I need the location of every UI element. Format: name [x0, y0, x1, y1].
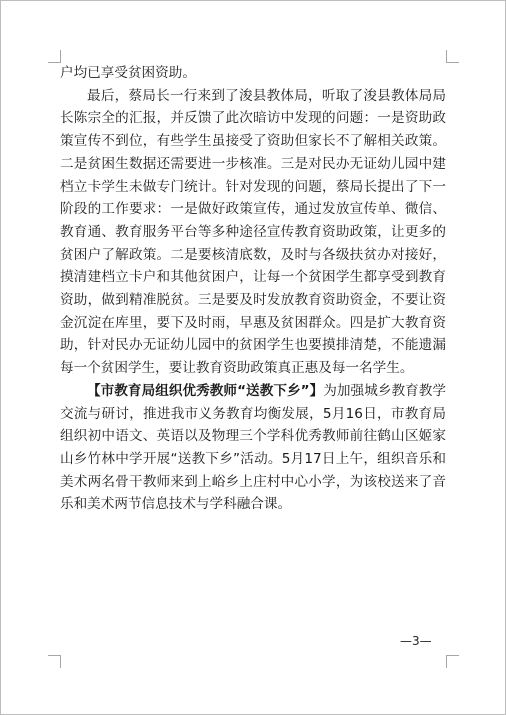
crop-mark-bottom-left	[48, 655, 61, 668]
crop-mark-bottom-right	[446, 655, 459, 668]
paragraph-inspection-summary: 最后，蔡局长一行来到了浚县教体局，听取了浚县教体局局长陈宗全的汇报，并反馈了此次暗访中发现的问题：一是资助政策宣传不到位，有些学生虽接受了资助但家长不了解相关政策。二是贫困生数据还需要进一步核准。三是对民办无证幼儿园中建档立卡学生未做专门统计。针对发现的问题，蔡局长提出了下一阶段的工作要求：一是做好政策宣传，通过发放宣传单、微信、教育通、教育服务平台等多种途径宣传教育资助政策，让更多的贫困户了解政策。二是要核清底数，及时与各级扶贫办对接好，摸清建档立卡户和其他贫困户，让每一个贫困学生都享受到教育资助，做到精准脱贫。三是要及时发放教育资助资金，不要让资金沉淀在库里，要下及时雨，早惠及贫困群众。四是扩大教育资助，针对民办无证幼儿园中的贫困学生也要摸排清楚，不能遗漏每一个贫困学生，要让教育资助政策真正惠及每一名学生。	[60, 87, 446, 377]
page-number: —3—	[400, 634, 432, 648]
paragraph-teaching-outreach	[60, 380, 446, 516]
news-heading: 【市教育局组织优秀教师“送教下乡”】	[87, 382, 324, 399]
news-body: 为加强城乡教育教学交流与研讨，推进我市义务教育均衡发展，5月16日，市教育局组织初中语文、英语以及物理三个学科优秀教师前往鹤山区姬家山乡竹林中学开展“送教下乡”活动。5月17日上午，组织音乐和美术两名骨干教师来到上峪乡上庄村中心小学，为该校送来了音乐和美术两节信息技术与学科融合课。	[60, 382, 447, 513]
document-body	[60, 62, 446, 516]
crop-mark-top-right	[446, 50, 459, 63]
paragraph-continuation: 户均已享受贫困资助。	[60, 65, 196, 81]
